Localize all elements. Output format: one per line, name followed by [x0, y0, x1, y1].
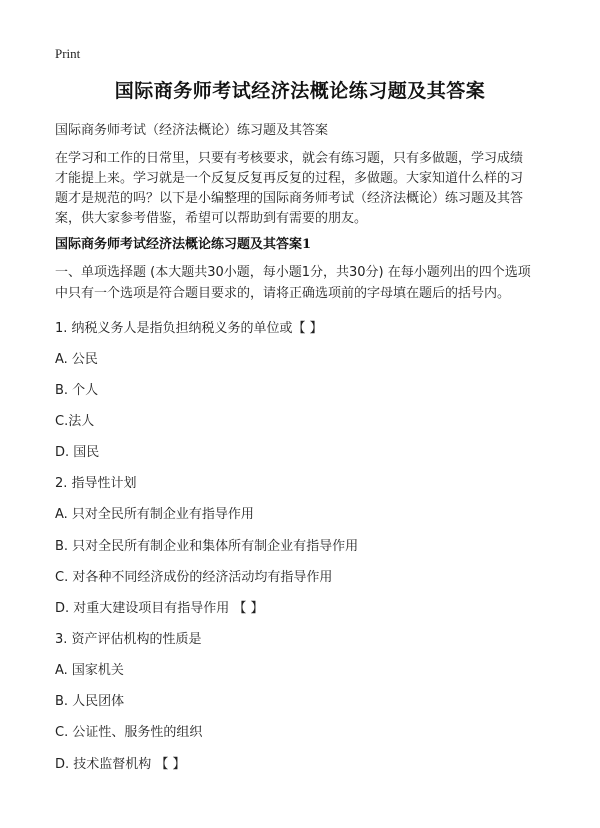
question-option: B. 人民团体	[55, 694, 125, 709]
question-stem: 2. 指导性计划	[55, 476, 137, 491]
question-option: D. 对重大建设项目有指导作用 【 】	[55, 601, 264, 616]
print-link[interactable]: Print	[55, 46, 81, 61]
page-title: 国际商务师考试经济法概论练习题及其答案	[114, 80, 486, 102]
question-option: D. 技术监督机构 【 】	[55, 757, 186, 772]
question-option: D. 国民	[55, 445, 100, 460]
section-heading: 国际商务师考试经济法概论练习题及其答案1	[55, 237, 312, 252]
question-option: C. 公证性、服务性的组织	[55, 725, 203, 740]
intro-paragraph	[55, 149, 550, 229]
instruction-paragraph	[55, 262, 555, 304]
question-stem: 3. 资产评估机构的性质是	[55, 632, 202, 647]
intro-line: 才能提上来。学习就是一个反复反复再反复的过程，多做题。大家知道什么样的习	[55, 171, 524, 186]
question-option: B. 只对全民所有制企业和集体所有制企业有指导作用	[55, 539, 359, 554]
question-option: B. 个人	[55, 383, 99, 398]
question-option: A. 只对全民所有制企业有指导作用	[55, 507, 254, 522]
intro-line: 题才是规范的吗？以下是小编整理的国际商务师考试（经济法概论）练习题及其答	[55, 191, 524, 206]
instruction-line: 一、单项选择题 (本大题共30小题，每小题1分，共30分) 在每小题列出的四个选项	[55, 265, 531, 280]
intro-line: 在学习和工作的日常里，只要有考核要求，就会有练习题，只有多做题，学习成绩	[55, 151, 524, 166]
intro-line: 案，供大家参考借鉴，希望可以帮助到有需要的朋友。	[55, 211, 368, 226]
question-option: A. 国家机关	[55, 663, 124, 678]
document-subtitle: 国际商务师考试（经济法概论）练习题及其答案	[55, 123, 329, 138]
instruction-line: 中只有一个选项是符合题目要求的，请将正确选项前的字母填在题后的括号内。	[55, 286, 511, 301]
question-stem: 1. 纳税义务人是指负担纳税义务的单位或【 】	[55, 321, 323, 336]
question-option: C.法人	[55, 414, 95, 429]
question-option: A. 公民	[55, 352, 98, 367]
question-option: C. 对各种不同经济成份的经济活动均有指导作用	[55, 570, 333, 585]
